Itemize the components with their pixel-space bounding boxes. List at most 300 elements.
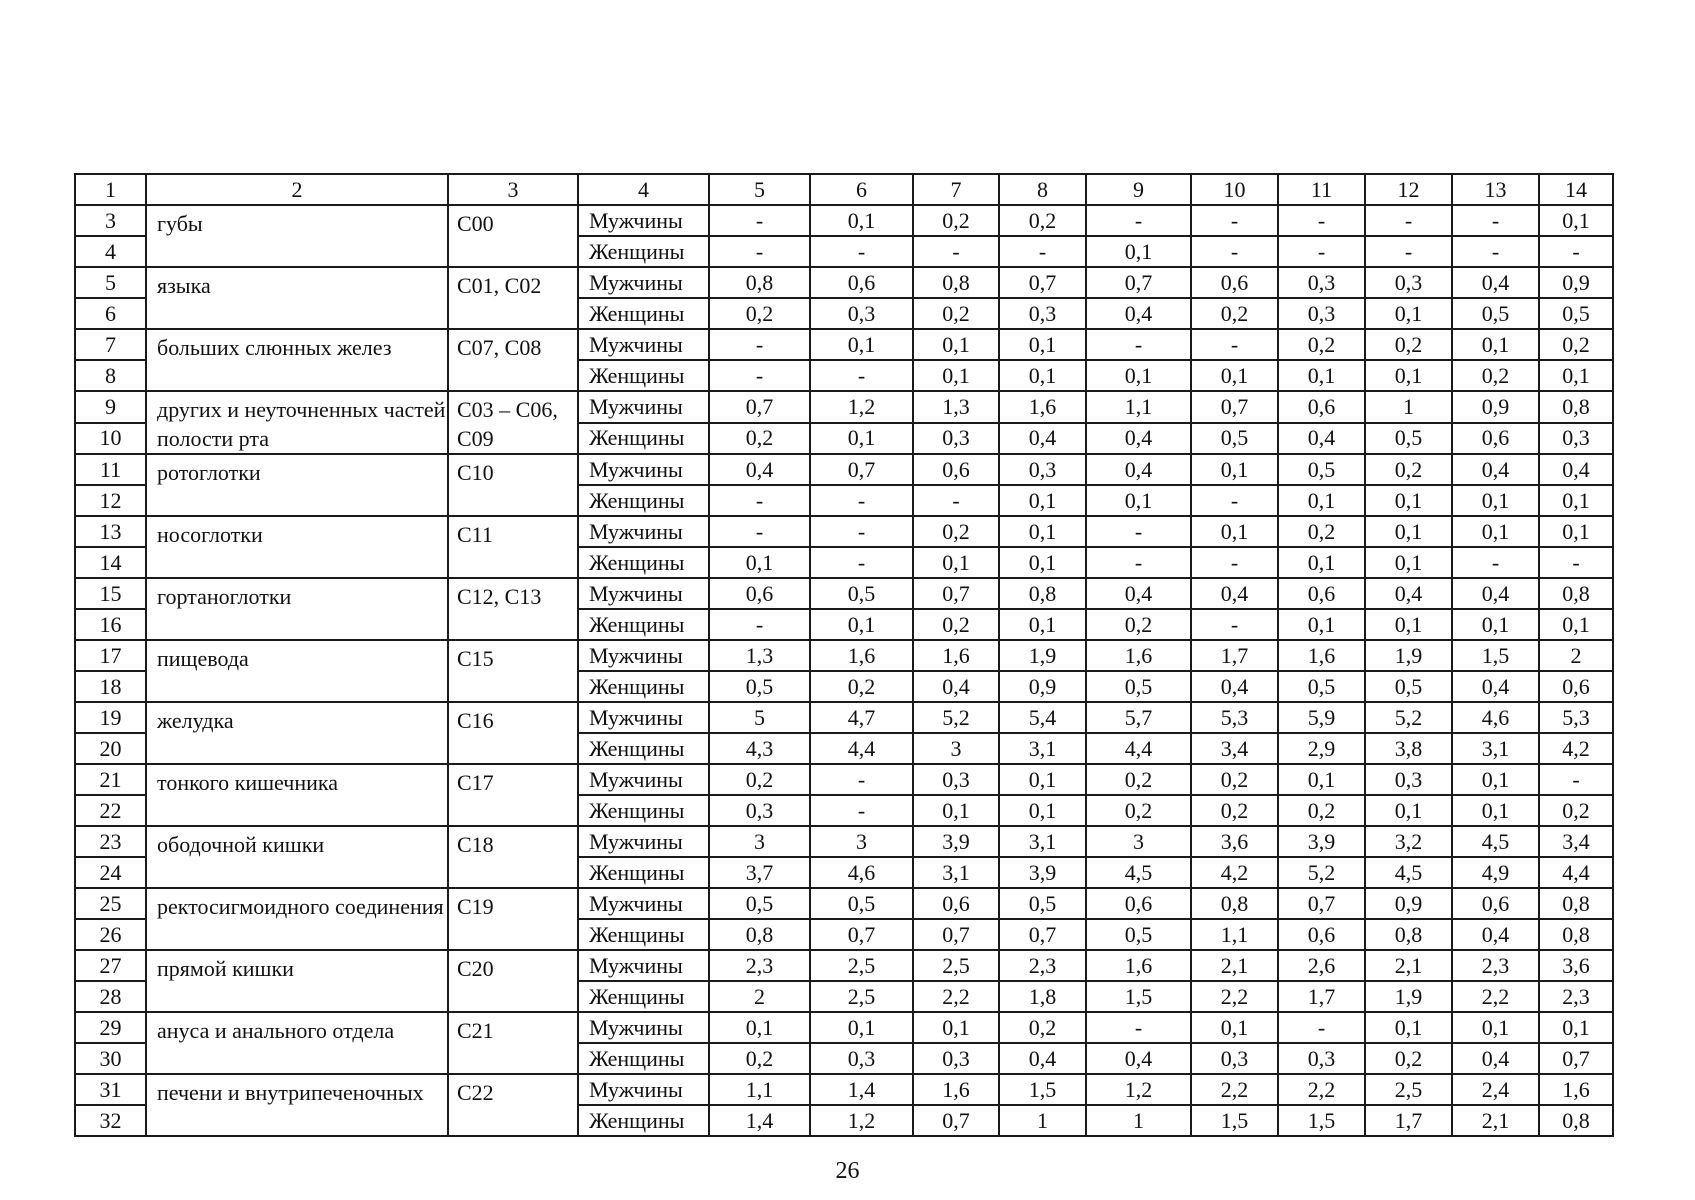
value-cell: 4,5 <box>1086 857 1191 888</box>
value-cell: 1,6 <box>810 640 913 671</box>
row-number: 15 <box>75 578 146 609</box>
site-name: губы <box>146 205 448 267</box>
value-cell: - <box>1539 547 1613 578</box>
sex-label: Женщины <box>578 1043 709 1074</box>
value-cell: 2,4 <box>1452 1074 1539 1105</box>
site-name: ротоглотки <box>146 454 448 516</box>
sex-label: Мужчины <box>578 205 709 236</box>
value-cell: 0,2 <box>1452 360 1539 391</box>
value-cell: 3,1 <box>999 826 1086 857</box>
row-number: 19 <box>75 702 146 733</box>
value-cell: 0,3 <box>810 298 913 329</box>
value-cell: 1,9 <box>1365 981 1452 1012</box>
value-cell: 0,1 <box>1539 516 1613 547</box>
value-cell: - <box>709 485 810 516</box>
value-cell: 0,2 <box>1539 329 1613 360</box>
value-cell: 0,2 <box>913 205 999 236</box>
value-cell: 1,1 <box>1191 919 1278 950</box>
value-cell: 5,7 <box>1086 702 1191 733</box>
value-cell: 3 <box>709 826 810 857</box>
value-cell: 0,5 <box>709 888 810 919</box>
value-cell: 0,2 <box>709 764 810 795</box>
value-cell: 2,3 <box>999 950 1086 981</box>
sex-label: Женщины <box>578 485 709 516</box>
value-cell: 0,1 <box>913 1012 999 1043</box>
value-cell: 0,4 <box>1086 298 1191 329</box>
value-cell: 3,4 <box>1191 733 1278 764</box>
value-cell: - <box>1539 764 1613 795</box>
value-cell: 1,1 <box>1086 391 1191 423</box>
value-cell: 0,2 <box>709 1043 810 1074</box>
value-cell: 0,4 <box>709 454 810 485</box>
value-cell: 0,3 <box>1365 764 1452 795</box>
value-cell: - <box>709 205 810 236</box>
value-cell: - <box>1191 236 1278 267</box>
table-row <box>75 1012 1613 1043</box>
sex-label: Мужчины <box>578 578 709 609</box>
sex-label: Мужчины <box>578 454 709 485</box>
value-cell: 0,7 <box>913 919 999 950</box>
value-cell: 0,9 <box>1365 888 1452 919</box>
data-table <box>74 173 1614 1137</box>
value-cell: 0,1 <box>1452 609 1539 640</box>
value-cell: 0,2 <box>1086 764 1191 795</box>
value-cell: 3 <box>810 826 913 857</box>
value-cell: 0,1 <box>999 764 1086 795</box>
value-cell: - <box>1086 516 1191 547</box>
sex-label: Женщины <box>578 857 709 888</box>
row-number: 13 <box>75 516 146 547</box>
value-cell: 0,2 <box>810 671 913 702</box>
value-cell: 1,8 <box>999 981 1086 1012</box>
value-cell: 3,2 <box>1365 826 1452 857</box>
sex-label: Мужчины <box>578 1012 709 1043</box>
value-cell: 0,8 <box>709 919 810 950</box>
value-cell: 0,7 <box>913 578 999 609</box>
table-row <box>75 516 1613 547</box>
value-cell: 0,8 <box>1539 578 1613 609</box>
table-row <box>75 205 1613 236</box>
value-cell: 3,7 <box>709 857 810 888</box>
value-cell: 2,1 <box>1191 950 1278 981</box>
sex-label: Мужчины <box>578 1074 709 1105</box>
icd-code: C00 <box>448 205 578 267</box>
sex-label: Женщины <box>578 547 709 578</box>
value-cell: - <box>1452 547 1539 578</box>
value-cell: 0,2 <box>1278 795 1365 826</box>
header-cell: 1 <box>75 174 146 205</box>
site-name: прямой кишки <box>146 950 448 1012</box>
value-cell: 0,1 <box>810 205 913 236</box>
sex-label: Женщины <box>578 298 709 329</box>
value-cell: 0,1 <box>1539 609 1613 640</box>
value-cell: 0,1 <box>1539 485 1613 516</box>
value-cell: 1,6 <box>913 640 999 671</box>
icd-code: C15 <box>448 640 578 702</box>
value-cell: 0,7 <box>1191 391 1278 423</box>
value-cell: 2,2 <box>1191 1074 1278 1105</box>
value-cell: - <box>1086 547 1191 578</box>
value-cell: 3,6 <box>1191 826 1278 857</box>
value-cell: - <box>1086 1012 1191 1043</box>
value-cell: 0,1 <box>1365 298 1452 329</box>
value-cell: 3,9 <box>1278 826 1365 857</box>
header-cell: 8 <box>999 174 1086 205</box>
value-cell: - <box>1452 236 1539 267</box>
value-cell: 1,2 <box>810 1105 913 1136</box>
value-cell: 2,3 <box>1539 981 1613 1012</box>
site-name: ободочной кишки <box>146 826 448 888</box>
header-cell: 9 <box>1086 174 1191 205</box>
value-cell: 2,5 <box>913 950 999 981</box>
sex-label: Женщины <box>578 609 709 640</box>
value-cell: 0,1 <box>999 360 1086 391</box>
value-cell: 0,6 <box>810 267 913 298</box>
value-cell: 0,4 <box>1452 1043 1539 1074</box>
value-cell: 4,5 <box>1452 826 1539 857</box>
value-cell: 0,4 <box>1086 423 1191 455</box>
value-cell: - <box>810 485 913 516</box>
value-cell: 0,1 <box>1452 329 1539 360</box>
value-cell: 0,2 <box>1365 1043 1452 1074</box>
value-cell: 1,6 <box>1086 640 1191 671</box>
value-cell: 0,5 <box>1191 423 1278 455</box>
value-cell: 0,5 <box>999 888 1086 919</box>
sex-label: Женщины <box>578 733 709 764</box>
sex-label: Женщины <box>578 236 709 267</box>
row-number: 11 <box>75 454 146 485</box>
value-cell: - <box>810 547 913 578</box>
value-cell: 0,1 <box>1365 609 1452 640</box>
value-cell: 0,7 <box>709 391 810 423</box>
sex-label: Мужчины <box>578 764 709 795</box>
value-cell: - <box>1086 205 1191 236</box>
site-name: гортаноглотки <box>146 578 448 640</box>
value-cell: 0,8 <box>709 267 810 298</box>
value-cell: 0,1 <box>913 795 999 826</box>
value-cell: 0,7 <box>1539 1043 1613 1074</box>
header-cell: 10 <box>1191 174 1278 205</box>
value-cell: 0,1 <box>1365 795 1452 826</box>
table-row <box>75 764 1613 795</box>
value-cell: 1,6 <box>913 1074 999 1105</box>
value-cell: 4,6 <box>1452 702 1539 733</box>
value-cell: 2,2 <box>1452 981 1539 1012</box>
value-cell: 0,2 <box>1191 298 1278 329</box>
sex-label: Женщины <box>578 671 709 702</box>
value-cell: 0,2 <box>1278 329 1365 360</box>
icd-code: C12, C13 <box>448 578 578 640</box>
row-number: 8 <box>75 360 146 391</box>
value-cell: 0,3 <box>913 764 999 795</box>
value-cell: 1,9 <box>999 640 1086 671</box>
value-cell: 5,2 <box>1365 702 1452 733</box>
value-cell: 0,1 <box>1278 609 1365 640</box>
value-cell: 5,3 <box>1539 702 1613 733</box>
value-cell: 0,4 <box>1191 578 1278 609</box>
value-cell: 5,2 <box>913 702 999 733</box>
value-cell: 1,7 <box>1278 981 1365 1012</box>
sex-label: Мужчины <box>578 826 709 857</box>
value-cell: 0,1 <box>999 547 1086 578</box>
value-cell: 2,9 <box>1278 733 1365 764</box>
value-cell: 5,9 <box>1278 702 1365 733</box>
value-cell: 0,8 <box>1191 888 1278 919</box>
table-row <box>75 1074 1613 1105</box>
value-cell: 0,1 <box>1086 360 1191 391</box>
value-cell: - <box>1191 609 1278 640</box>
value-cell: 0,6 <box>1278 919 1365 950</box>
value-cell: 0,1 <box>1278 360 1365 391</box>
value-cell: 0,3 <box>1278 298 1365 329</box>
site-name: других и неуточненных частей полости рта <box>146 391 448 454</box>
value-cell: 0,2 <box>1365 329 1452 360</box>
value-cell: - <box>913 485 999 516</box>
value-cell: 1,2 <box>1086 1074 1191 1105</box>
value-cell: 1,5 <box>999 1074 1086 1105</box>
value-cell: - <box>1191 205 1278 236</box>
value-cell: 0,1 <box>810 609 913 640</box>
header-cell: 14 <box>1539 174 1613 205</box>
value-cell: 0,6 <box>1086 888 1191 919</box>
value-cell: 2,2 <box>1278 1074 1365 1105</box>
value-cell: 3,9 <box>999 857 1086 888</box>
value-cell: 0,1 <box>1365 360 1452 391</box>
sex-label: Женщины <box>578 981 709 1012</box>
value-cell: 0,3 <box>810 1043 913 1074</box>
sex-label: Мужчины <box>578 888 709 919</box>
header-cell: 2 <box>146 174 448 205</box>
row-number: 20 <box>75 733 146 764</box>
header-cell: 7 <box>913 174 999 205</box>
icd-code: C22 <box>448 1074 578 1136</box>
value-cell: 2,1 <box>1452 1105 1539 1136</box>
value-cell: 0,3 <box>1278 267 1365 298</box>
value-cell: 0,7 <box>810 919 913 950</box>
value-cell: 2,5 <box>810 950 913 981</box>
value-cell: 0,2 <box>709 298 810 329</box>
value-cell: 0,1 <box>913 360 999 391</box>
value-cell: 0,1 <box>1452 764 1539 795</box>
table-body <box>75 174 1613 1136</box>
value-cell: 0,6 <box>709 578 810 609</box>
icd-code: C21 <box>448 1012 578 1074</box>
value-cell: 0,1 <box>1365 1012 1452 1043</box>
value-cell: 2,2 <box>913 981 999 1012</box>
value-cell: 0,1 <box>1452 795 1539 826</box>
site-name: тонкого кишечника <box>146 764 448 826</box>
value-cell: 4,4 <box>1539 857 1613 888</box>
row-number: 31 <box>75 1074 146 1105</box>
value-cell: 0,5 <box>1452 298 1539 329</box>
value-cell: 0,8 <box>913 267 999 298</box>
value-cell: 0,4 <box>999 423 1086 455</box>
row-number: 29 <box>75 1012 146 1043</box>
value-cell: 0,3 <box>913 1043 999 1074</box>
header-cell: 13 <box>1452 174 1539 205</box>
value-cell: 0,8 <box>999 578 1086 609</box>
row-number: 22 <box>75 795 146 826</box>
value-cell: 0,3 <box>999 454 1086 485</box>
value-cell: 0,1 <box>1191 1012 1278 1043</box>
value-cell: 4,4 <box>1086 733 1191 764</box>
value-cell: - <box>1191 329 1278 360</box>
value-cell: 3,1 <box>999 733 1086 764</box>
value-cell: 0,3 <box>913 423 999 455</box>
value-cell: 0,1 <box>1452 485 1539 516</box>
value-cell: 0,1 <box>1539 1012 1613 1043</box>
value-cell: 0,1 <box>1191 516 1278 547</box>
value-cell: 1,7 <box>1365 1105 1452 1136</box>
value-cell: 0,1 <box>999 329 1086 360</box>
table-row <box>75 454 1613 485</box>
value-cell: 1,1 <box>709 1074 810 1105</box>
value-cell: 3,6 <box>1539 950 1613 981</box>
table-row <box>75 640 1613 671</box>
value-cell: 0,2 <box>1086 609 1191 640</box>
value-cell: 0,5 <box>709 671 810 702</box>
value-cell: 0,8 <box>1539 888 1613 919</box>
value-cell: 5 <box>709 702 810 733</box>
value-cell: 0,4 <box>999 1043 1086 1074</box>
value-cell: 0,1 <box>999 485 1086 516</box>
site-name: больших слюнных желез <box>146 329 448 391</box>
sex-label: Мужчины <box>578 950 709 981</box>
value-cell: 0,6 <box>1452 423 1539 455</box>
row-number: 10 <box>75 423 146 455</box>
value-cell: 0,4 <box>1539 454 1613 485</box>
value-cell: 0,2 <box>999 205 1086 236</box>
row-number: 26 <box>75 919 146 950</box>
sex-label: Мужчины <box>578 329 709 360</box>
row-number: 7 <box>75 329 146 360</box>
value-cell: 0,1 <box>913 547 999 578</box>
value-cell: 0,8 <box>1539 919 1613 950</box>
value-cell: 4,7 <box>810 702 913 733</box>
value-cell: 0,1 <box>1086 485 1191 516</box>
value-cell: 2,5 <box>1365 1074 1452 1105</box>
value-cell: - <box>1365 205 1452 236</box>
value-cell: 0,2 <box>1365 454 1452 485</box>
value-cell: - <box>913 236 999 267</box>
row-number: 17 <box>75 640 146 671</box>
value-cell: 0,5 <box>1539 298 1613 329</box>
value-cell: 1 <box>999 1105 1086 1136</box>
value-cell: 0,7 <box>913 1105 999 1136</box>
icd-code: C11 <box>448 516 578 578</box>
value-cell: 0,1 <box>1452 1012 1539 1043</box>
row-number: 16 <box>75 609 146 640</box>
value-cell: 3,8 <box>1365 733 1452 764</box>
row-number: 23 <box>75 826 146 857</box>
value-cell: 0,1 <box>810 329 913 360</box>
value-cell: 0,4 <box>1452 919 1539 950</box>
site-name: ануса и анального отдела <box>146 1012 448 1074</box>
header-cell: 5 <box>709 174 810 205</box>
sex-label: Мужчины <box>578 516 709 547</box>
value-cell: 3 <box>913 733 999 764</box>
icd-code: C01, C02 <box>448 267 578 329</box>
value-cell: 1,3 <box>913 391 999 423</box>
row-number: 32 <box>75 1105 146 1136</box>
value-cell: 1,7 <box>1191 640 1278 671</box>
value-cell: 0,4 <box>1086 1043 1191 1074</box>
sex-label: Мужчины <box>578 267 709 298</box>
value-cell: 0,1 <box>1191 454 1278 485</box>
value-cell: 0,1 <box>1365 547 1452 578</box>
table-row <box>75 329 1613 360</box>
value-cell: 0,1 <box>1278 547 1365 578</box>
value-cell: 0,5 <box>1365 671 1452 702</box>
header-cell: 6 <box>810 174 913 205</box>
value-cell: - <box>810 764 913 795</box>
value-cell: - <box>709 329 810 360</box>
value-cell: 0,1 <box>1365 485 1452 516</box>
value-cell: 0,8 <box>1539 1105 1613 1136</box>
value-cell: 3,1 <box>1452 733 1539 764</box>
value-cell: 0,1 <box>1539 205 1613 236</box>
value-cell: 0,8 <box>1539 391 1613 423</box>
value-cell: 0,4 <box>1086 454 1191 485</box>
value-cell: 0,3 <box>709 795 810 826</box>
value-cell: 1,4 <box>810 1074 913 1105</box>
table-row <box>75 578 1613 609</box>
sex-label: Мужчины <box>578 391 709 423</box>
value-cell: - <box>709 516 810 547</box>
value-cell: 2 <box>709 981 810 1012</box>
header-cell: 12 <box>1365 174 1452 205</box>
value-cell: 1 <box>1086 1105 1191 1136</box>
value-cell: 0,1 <box>1539 360 1613 391</box>
value-cell: 3 <box>1086 826 1191 857</box>
value-cell: 1,3 <box>709 640 810 671</box>
value-cell: 1,5 <box>1278 1105 1365 1136</box>
site-name: языка <box>146 267 448 329</box>
value-cell: 0,1 <box>913 329 999 360</box>
value-cell: 0,6 <box>1278 578 1365 609</box>
value-cell: - <box>1086 329 1191 360</box>
value-cell: 0,3 <box>1365 267 1452 298</box>
page-number: 26 <box>835 1158 860 1184</box>
row-number: 4 <box>75 236 146 267</box>
value-cell: 0,1 <box>999 516 1086 547</box>
row-number: 6 <box>75 298 146 329</box>
header-cell: 4 <box>578 174 709 205</box>
value-cell: 0,1 <box>810 423 913 455</box>
value-cell: 0,1 <box>1365 516 1452 547</box>
icd-code: C18 <box>448 826 578 888</box>
sex-label: Мужчины <box>578 702 709 733</box>
value-cell: 0,2 <box>913 298 999 329</box>
table-row <box>75 391 1613 423</box>
value-cell: 0,1 <box>999 795 1086 826</box>
value-cell: 0,6 <box>1278 391 1365 423</box>
table-row <box>75 267 1613 298</box>
value-cell: 1,5 <box>1191 1105 1278 1136</box>
value-cell: 3,9 <box>913 826 999 857</box>
row-number: 30 <box>75 1043 146 1074</box>
value-cell: 0,9 <box>999 671 1086 702</box>
value-cell: - <box>810 795 913 826</box>
site-name: желудка <box>146 702 448 764</box>
sex-label: Женщины <box>578 1105 709 1136</box>
value-cell: 0,5 <box>1278 671 1365 702</box>
value-cell: 0,4 <box>1452 671 1539 702</box>
value-cell: - <box>810 236 913 267</box>
value-cell: 0,2 <box>1191 795 1278 826</box>
value-cell: 0,1 <box>1278 764 1365 795</box>
value-cell: 0,4 <box>1086 578 1191 609</box>
